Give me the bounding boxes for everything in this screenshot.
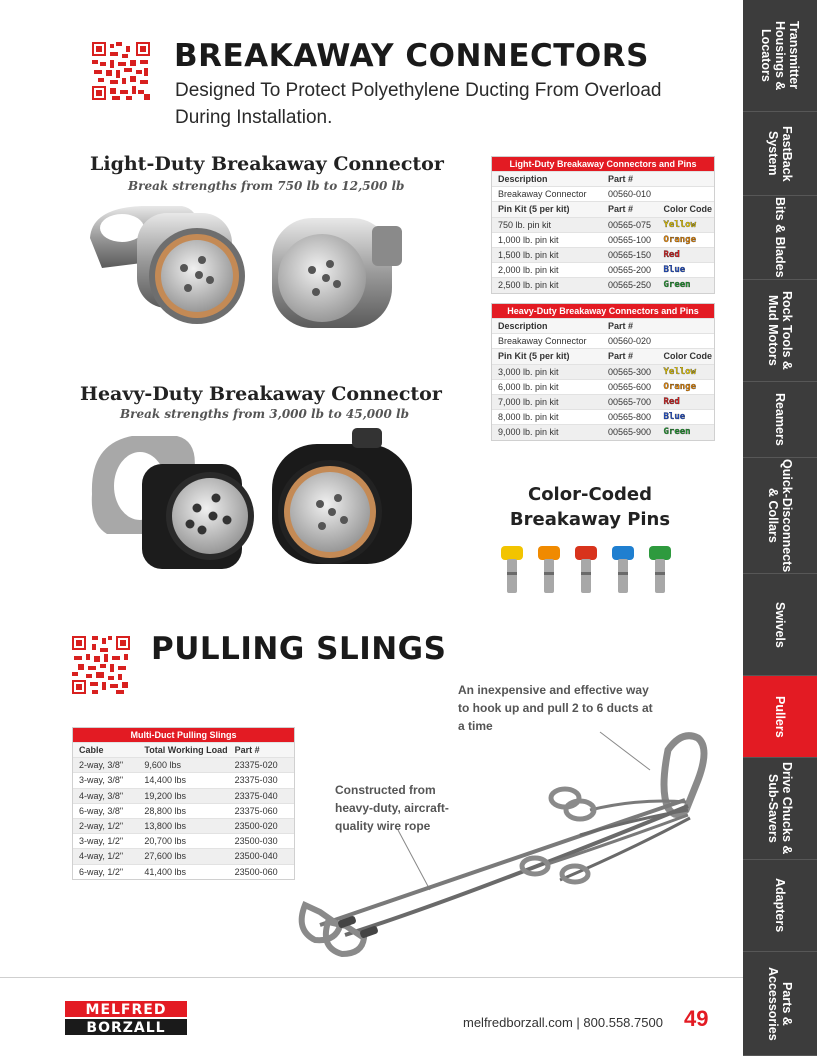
heavy-duty-title: Heavy-Duty Breakaway Connector	[80, 383, 442, 405]
table-row: 4-way, 1/2" 27,600 lbs 23500-040	[73, 848, 294, 863]
table-row: Pin Kit (5 per kit) Part # Color Code	[492, 201, 714, 216]
table-row: Description Part #	[492, 171, 714, 186]
table-row: 1,000 lb. pin kit 00565-100 Orange	[492, 232, 714, 247]
color-code: Red	[663, 250, 680, 261]
table-row: 7,000 lb. pin kit 00565-700 Red	[492, 394, 714, 409]
color-code: Blue	[663, 412, 686, 423]
table-row: 6-way, 1/2" 41,400 lbs 23500-060	[73, 864, 294, 879]
sidebar-tab[interactable]	[743, 0, 817, 112]
section-tabs-sidebar	[743, 0, 817, 1056]
footer-divider	[0, 977, 743, 978]
sidebar-tab[interactable]	[743, 758, 817, 860]
sidebar-tab[interactable]	[743, 574, 817, 676]
color-code: Blue	[663, 265, 686, 276]
sidebar-tab[interactable]	[743, 952, 817, 1056]
logo-top-text: MELFRED	[85, 1002, 167, 1018]
sidebar-tab-label: Bits & Blades	[773, 197, 787, 278]
footer-contact[interactable]: melfredborzall.com | 800.558.7500	[463, 1015, 663, 1030]
table-header: Heavy-Duty Breakaway Connectors and Pins	[492, 304, 714, 318]
light-duty-title: Light-Duty Breakaway Connector	[90, 153, 444, 175]
table-row: 4-way, 3/8" 19,200 lbs 23375-040	[73, 788, 294, 803]
pulling-sling-image	[290, 690, 730, 965]
table-row: Cable Total Working Load Part #	[73, 742, 294, 757]
sidebar-tab-label: Swivels	[773, 601, 787, 648]
qr-code-breakaway[interactable]	[92, 42, 150, 100]
table-row: Description Part #	[492, 318, 714, 333]
table-row: 9,000 lb. pin kit 00565-900 Green	[492, 424, 714, 439]
qr-code-icon	[92, 42, 150, 100]
slings-callout-top: An inexpensive and effective way to hook up and pull 2 to 6 ducts at a time	[458, 683, 653, 733]
sidebar-tab-label: Reamers	[773, 393, 787, 446]
table-header: Multi-Duct Pulling Slings	[73, 728, 294, 742]
sidebar-tab-label: Transmitter Housings & Locators	[759, 20, 801, 91]
breakaway-pin	[575, 546, 597, 593]
color-code: Yellow	[663, 219, 697, 230]
color-code: Green	[663, 280, 691, 291]
table-row: 750 lb. pin kit 00565-075 Yellow	[492, 217, 714, 232]
breakaway-subtitle: Designed To Protect Polyethylene Ducting From Overload During Installation.	[175, 80, 662, 128]
table-row: 3-way, 3/8" 14,400 lbs 23375-030	[73, 772, 294, 787]
sidebar-tab-label: Rock Tools & Mud Motors	[766, 291, 794, 370]
color-coded-pins-image	[495, 542, 685, 598]
table-row: Breakaway Connector 00560-020	[492, 333, 714, 348]
sidebar-tab[interactable]	[743, 382, 817, 458]
color-code: Red	[663, 397, 680, 408]
qr-code-slings[interactable]	[72, 636, 130, 694]
table-row: 1,500 lb. pin kit 00565-150 Red	[492, 247, 714, 262]
breakaway-title: BREAKAWAY CONNECTORS	[174, 38, 649, 74]
heavy-duty-connector-image	[82, 424, 422, 574]
light-duty-subtitle: Break strengths from 750 lb to 12,500 lb	[128, 179, 405, 193]
sidebar-tab[interactable]	[743, 196, 817, 280]
color-code: Yellow	[663, 366, 697, 377]
table-row: 6-way, 3/8" 28,800 lbs 23375-060	[73, 803, 294, 818]
table-row: 2,500 lb. pin kit 00565-250 Green	[492, 277, 714, 292]
color-code: Orange	[663, 234, 697, 245]
heavy-duty-subtitle: Break strengths from 3,000 lb to 45,000 lb	[120, 407, 409, 421]
breakaway-pin	[501, 546, 523, 593]
sidebar-tab[interactable]	[743, 860, 817, 952]
sidebar-tab-label: Quick-Disconnects & Collars	[766, 458, 794, 573]
table-row: 6,000 lb. pin kit 00565-600 Orange	[492, 379, 714, 394]
light-duty-connector-image	[82, 198, 422, 338]
sidebar-tab-label: FastBack System	[766, 125, 794, 182]
sidebar-tab[interactable]	[743, 112, 817, 196]
sidebar-tab-label: Adapters	[773, 878, 787, 933]
table-row: Pin Kit (5 per kit) Part # Color Code	[492, 348, 714, 363]
melfred-borzall-logo	[65, 1001, 187, 1035]
heavy-duty-table	[491, 303, 715, 441]
qr-code-icon	[72, 636, 130, 694]
table-row: 2-way, 3/8" 9,600 lbs 23375-020	[73, 757, 294, 772]
table-row: Breakaway Connector 00560-010	[492, 186, 714, 201]
sidebar-tab[interactable]	[743, 280, 817, 382]
sidebar-tab-label: Drive Chucks & Sub-Savers	[766, 762, 794, 855]
breakaway-pin	[649, 546, 671, 593]
logo-bottom-text: BORZALL	[86, 1020, 166, 1035]
slings-table	[72, 727, 295, 880]
table-row: 3-way, 1/2" 20,700 lbs 23500-030	[73, 833, 294, 848]
breakaway-pin	[538, 546, 560, 593]
sidebar-tab-label: Pullers	[773, 695, 787, 738]
breakaway-pin	[612, 546, 634, 593]
sidebar-tab[interactable]	[743, 676, 817, 758]
sidebar-tab-label: Parts & Accessories	[766, 966, 794, 1041]
slings-callout-left: Constructed from heavy-duty, aircraft-quality wire rope	[335, 783, 449, 833]
color-code: Green	[663, 427, 691, 438]
table-row: 2,000 lb. pin kit 00565-200 Blue	[492, 262, 714, 277]
sidebar-tab[interactable]	[743, 458, 817, 574]
page-number: 49	[684, 1006, 709, 1031]
slings-title: PULLING SLINGS	[151, 631, 447, 667]
table-row: 2-way, 1/2" 13,800 lbs 23500-020	[73, 818, 294, 833]
color-code: Orange	[663, 381, 697, 392]
pins-caption: Color-Coded Breakaway Pins	[509, 484, 671, 530]
table-row: 3,000 lb. pin kit 00565-300 Yellow	[492, 364, 714, 379]
table-row: 8,000 lb. pin kit 00565-800 Blue	[492, 409, 714, 424]
table-header: Light-Duty Breakaway Connectors and Pins	[492, 157, 714, 171]
light-duty-table	[491, 156, 715, 294]
